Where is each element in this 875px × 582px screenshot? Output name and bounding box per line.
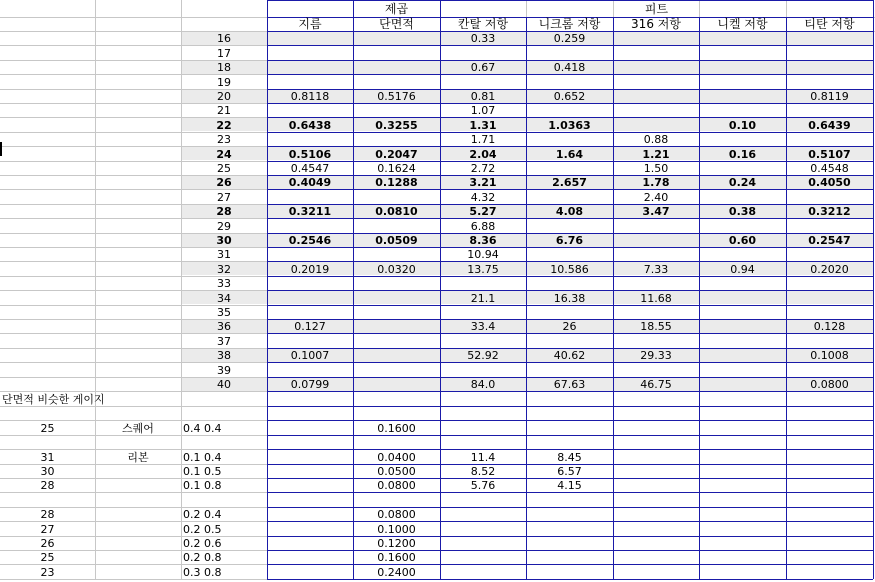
- cell-gauge[interactable]: 24: [216, 147, 232, 161]
- similar-gauge[interactable]: 25: [40, 421, 55, 435]
- cell-nichrome[interactable]: [526, 74, 613, 88]
- cell-diameter[interactable]: 0.8118: [290, 89, 330, 103]
- similar-area[interactable]: 0.0800: [377, 479, 416, 493]
- similar-area[interactable]: 0.1200: [377, 536, 416, 550]
- similar-dims[interactable]: 0.2 0.8: [183, 551, 222, 565]
- cell-ss316[interactable]: 46.75: [640, 377, 672, 391]
- cell-area[interactable]: 0.0509: [375, 233, 418, 247]
- similar-nichrome[interactable]: [526, 492, 613, 506]
- header-kanthal[interactable]: 칸탈 저항: [457, 17, 509, 31]
- cell-ss316[interactable]: [613, 218, 699, 232]
- cell-ss316[interactable]: 18.55: [640, 320, 672, 334]
- cell-gauge[interactable]: 27: [217, 190, 231, 204]
- header-area[interactable]: 단면적: [379, 17, 414, 31]
- similar-type[interactable]: [95, 492, 181, 506]
- similar-type[interactable]: [95, 478, 181, 492]
- similar-area[interactable]: 0.0400: [377, 450, 416, 464]
- cell-nichrome[interactable]: [526, 333, 613, 347]
- cell-diameter[interactable]: 0.0799: [290, 377, 330, 391]
- cell-titanium[interactable]: 0.1008: [810, 349, 849, 363]
- similar-nichrome[interactable]: 6.57: [557, 464, 582, 478]
- similar-kanthal[interactable]: 11.4: [470, 450, 496, 464]
- cell-diameter[interactable]: [267, 290, 353, 304]
- cell-area[interactable]: 0.2047: [375, 147, 418, 161]
- cell-nickel[interactable]: 0.16: [728, 147, 757, 161]
- cell-titanium[interactable]: [786, 333, 873, 347]
- similar-kanthal[interactable]: [440, 550, 526, 564]
- similar-kanthal[interactable]: [440, 492, 526, 506]
- cell-nickel[interactable]: [699, 89, 786, 103]
- cell-area[interactable]: [353, 247, 440, 261]
- similar-gauge[interactable]: 30: [40, 464, 55, 478]
- similar-dims[interactable]: [181, 492, 267, 506]
- similar-nichrome[interactable]: [526, 420, 613, 434]
- cell-nichrome[interactable]: 0.259: [553, 32, 586, 46]
- similar-dims[interactable]: 0.1 0.8: [183, 479, 222, 493]
- cell-titanium[interactable]: [786, 247, 873, 261]
- cell-area[interactable]: [353, 189, 440, 203]
- cell-area[interactable]: [353, 348, 440, 362]
- similar-type[interactable]: [95, 564, 181, 578]
- cell-nickel[interactable]: [699, 377, 786, 391]
- similar-area[interactable]: [353, 406, 440, 420]
- cell-area[interactable]: [353, 74, 440, 88]
- cell-diameter[interactable]: [267, 45, 353, 59]
- cell-ss316[interactable]: [613, 117, 699, 131]
- cell-nickel[interactable]: 0.38: [728, 205, 757, 219]
- cell-area[interactable]: [353, 319, 440, 333]
- similar-gauge[interactable]: 28: [40, 479, 55, 493]
- similar-dims[interactable]: 0.1 0.5: [183, 464, 222, 478]
- cell-ss316[interactable]: 1.50: [643, 161, 669, 175]
- similar-area[interactable]: 0.1000: [377, 522, 416, 536]
- cell-nichrome[interactable]: [526, 189, 613, 203]
- cell-kanthal[interactable]: 0.81: [470, 89, 496, 103]
- cell-ss316[interactable]: 11.68: [640, 291, 672, 305]
- cell-titanium[interactable]: 0.2020: [810, 262, 849, 276]
- cell-nickel[interactable]: [699, 74, 786, 88]
- cell-ss316[interactable]: [613, 305, 699, 319]
- cell-nickel[interactable]: [699, 305, 786, 319]
- cell-nichrome[interactable]: 1.64: [555, 147, 584, 161]
- cell-nickel[interactable]: [699, 319, 786, 333]
- cell-nickel[interactable]: [699, 45, 786, 59]
- similar-dims[interactable]: 0.2 0.5: [183, 522, 222, 536]
- similar-nichrome[interactable]: 4.15: [557, 479, 582, 493]
- cell-nickel[interactable]: [699, 276, 786, 290]
- header-nickel[interactable]: 니켈 저항: [717, 17, 768, 31]
- cell-kanthal[interactable]: [440, 276, 526, 290]
- similar-kanthal[interactable]: [440, 435, 526, 449]
- cell-nichrome[interactable]: 6.76: [555, 233, 584, 247]
- cell-area[interactable]: 0.0320: [377, 262, 416, 276]
- similar-gauge[interactable]: 26: [40, 536, 55, 550]
- cell-kanthal[interactable]: 3.21: [469, 176, 497, 190]
- cell-titanium[interactable]: [786, 362, 873, 376]
- section-label[interactable]: 단면적 비슷한 게이지: [2, 393, 105, 406]
- cell-ss316[interactable]: [613, 60, 699, 74]
- similar-nichrome[interactable]: 8.45: [557, 450, 582, 464]
- similar-gauge[interactable]: [0, 492, 95, 506]
- cell-nichrome[interactable]: 1.0363: [548, 118, 591, 132]
- similar-kanthal[interactable]: [440, 420, 526, 434]
- cell-titanium[interactable]: [786, 132, 873, 146]
- similar-gauge[interactable]: 23: [40, 565, 55, 579]
- cell-gauge[interactable]: 38: [217, 349, 231, 363]
- cell-nickel[interactable]: [699, 60, 786, 74]
- cell-nickel[interactable]: 0.24: [728, 176, 757, 190]
- cell-nickel[interactable]: 0.10: [728, 118, 757, 132]
- cell-kanthal[interactable]: 1.07: [470, 104, 496, 118]
- cell-ss316[interactable]: [613, 233, 699, 247]
- cell-nichrome[interactable]: [526, 305, 613, 319]
- cell-ss316[interactable]: 2.40: [643, 190, 669, 204]
- similar-kanthal[interactable]: [440, 521, 526, 535]
- cell-kanthal[interactable]: 0.33: [470, 32, 496, 46]
- cell-gauge[interactable]: 22: [216, 118, 232, 132]
- cell-nickel[interactable]: [699, 103, 786, 117]
- cell-kanthal[interactable]: 33.4: [470, 320, 496, 334]
- cell-ss316[interactable]: [613, 247, 699, 261]
- header-diameter[interactable]: 지름: [298, 17, 322, 31]
- cell-titanium[interactable]: [786, 60, 873, 74]
- cell-nichrome[interactable]: [526, 161, 613, 175]
- cell-titanium[interactable]: [786, 305, 873, 319]
- similar-kanthal[interactable]: 5.76: [470, 479, 496, 493]
- cell-area[interactable]: 0.5176: [377, 89, 416, 103]
- similar-kanthal[interactable]: [440, 507, 526, 521]
- cell-diameter[interactable]: 0.2546: [288, 233, 332, 247]
- cell-gauge[interactable]: 23: [217, 133, 231, 147]
- cell-diameter[interactable]: 0.4547: [290, 161, 330, 175]
- cell-diameter[interactable]: [267, 189, 353, 203]
- similar-nichrome[interactable]: [526, 435, 613, 449]
- cell-titanium[interactable]: 0.8119: [810, 89, 849, 103]
- similar-area[interactable]: 0.2400: [377, 565, 416, 579]
- cell-titanium[interactable]: [786, 45, 873, 59]
- similar-area[interactable]: 0.1600: [377, 551, 416, 565]
- cell-nickel[interactable]: [699, 348, 786, 362]
- grid-line: [267, 391, 268, 579]
- similar-gauge[interactable]: 27: [40, 522, 55, 536]
- similar-kanthal[interactable]: [440, 564, 526, 578]
- cell-titanium[interactable]: 0.3212: [808, 205, 851, 219]
- similar-type[interactable]: [95, 464, 181, 478]
- cell-ss316[interactable]: 1.78: [642, 176, 670, 190]
- grid-line: [267, 579, 873, 580]
- cell-nichrome[interactable]: 67.63: [553, 377, 586, 391]
- cell-nichrome[interactable]: 16.38: [553, 291, 586, 305]
- similar-nichrome[interactable]: [526, 521, 613, 535]
- cell-nichrome[interactable]: [526, 247, 613, 261]
- similar-type[interactable]: [95, 536, 181, 550]
- cell-area[interactable]: 0.1288: [375, 176, 418, 190]
- cell-diameter[interactable]: [267, 362, 353, 376]
- cell-titanium[interactable]: [786, 290, 873, 304]
- similar-type[interactable]: 리본: [127, 450, 149, 464]
- similar-nichrome[interactable]: [526, 507, 613, 521]
- similar-nichrome[interactable]: [526, 564, 613, 578]
- cell-kanthal[interactable]: 4.32: [470, 190, 496, 204]
- cell-area[interactable]: [353, 305, 440, 319]
- similar-gauge[interactable]: 28: [40, 508, 55, 522]
- similar-gauge[interactable]: 31: [40, 450, 55, 464]
- cell-gauge[interactable]: 21: [217, 104, 231, 118]
- cell-nickel[interactable]: [699, 247, 786, 261]
- cell-diameter[interactable]: [267, 60, 353, 74]
- cell-gauge[interactable]: 36: [217, 320, 231, 334]
- similar-type[interactable]: [95, 406, 181, 420]
- cell-titanium[interactable]: 0.6439: [808, 118, 851, 132]
- similar-dims[interactable]: 0.2 0.4: [183, 508, 222, 522]
- cell-titanium[interactable]: 0.5107: [808, 147, 851, 161]
- similar-type[interactable]: 스퀘어: [122, 421, 154, 435]
- cell-nichrome[interactable]: 0.652: [553, 89, 586, 103]
- grid-line: [873, 0, 874, 31]
- cell-nichrome[interactable]: 26: [562, 320, 577, 334]
- similar-type[interactable]: [95, 435, 181, 449]
- cell-ss316[interactable]: 0.88: [643, 133, 669, 147]
- cell-titanium[interactable]: 0.0800: [810, 377, 849, 391]
- cell-area[interactable]: 0.0810: [375, 205, 418, 219]
- cell-ss316[interactable]: [613, 103, 699, 117]
- cell-gauge[interactable]: 32: [217, 262, 231, 276]
- cell-nickel[interactable]: [699, 333, 786, 347]
- cell-gauge[interactable]: 30: [216, 233, 232, 247]
- cell-gauge[interactable]: 31: [217, 248, 231, 262]
- similar-gauge[interactable]: [0, 435, 95, 449]
- similar-type[interactable]: [95, 507, 181, 521]
- cell-nichrome[interactable]: [526, 362, 613, 376]
- cell-kanthal[interactable]: 52.92: [467, 349, 499, 363]
- grid-line: [873, 31, 874, 579]
- header-316[interactable]: 316 저항: [631, 17, 681, 31]
- similar-kanthal[interactable]: 8.52: [470, 464, 496, 478]
- cell-area[interactable]: 0.1624: [377, 161, 416, 175]
- row-marker: [0, 142, 2, 156]
- cell-nickel[interactable]: [699, 290, 786, 304]
- cell-diameter[interactable]: [267, 218, 353, 232]
- cell-kanthal[interactable]: [440, 45, 526, 59]
- cell-nickel[interactable]: [699, 31, 786, 45]
- similar-dims[interactable]: 0.3 0.8: [183, 565, 222, 579]
- header-titanium[interactable]: 티탄 저항: [804, 17, 855, 31]
- cell-kanthal[interactable]: 6.88: [470, 219, 496, 233]
- similar-nichrome[interactable]: [526, 550, 613, 564]
- cell-diameter[interactable]: 0.2019: [290, 262, 330, 276]
- cell-kanthal[interactable]: 5.27: [469, 205, 497, 219]
- cell-nichrome[interactable]: [526, 103, 613, 117]
- cell-nichrome[interactable]: [526, 45, 613, 59]
- cell-gauge[interactable]: 20: [217, 89, 231, 103]
- cell-nichrome[interactable]: [526, 132, 613, 146]
- cell-area[interactable]: [353, 218, 440, 232]
- cell-diameter[interactable]: 0.5106: [288, 147, 332, 161]
- header-nichrome[interactable]: 니크롬 저항: [538, 17, 601, 31]
- cell-titanium[interactable]: [786, 74, 873, 88]
- cell-gauge[interactable]: 37: [217, 334, 231, 348]
- similar-nichrome[interactable]: [526, 406, 613, 420]
- cell-diameter[interactable]: [267, 74, 353, 88]
- cell-ss316[interactable]: [613, 276, 699, 290]
- cell-area[interactable]: [353, 377, 440, 391]
- cell-ss316[interactable]: [613, 45, 699, 59]
- cell-nichrome[interactable]: 2.657: [552, 176, 587, 190]
- cell-area[interactable]: [353, 60, 440, 74]
- cell-nickel[interactable]: [699, 189, 786, 203]
- cell-diameter[interactable]: [267, 305, 353, 319]
- cell-nichrome[interactable]: 40.62: [553, 349, 586, 363]
- cell-nichrome[interactable]: [526, 276, 613, 290]
- cell-titanium[interactable]: [786, 189, 873, 203]
- cell-diameter[interactable]: 0.3211: [288, 205, 332, 219]
- cell-diameter[interactable]: 0.1007: [290, 349, 330, 363]
- cell-ss316[interactable]: [613, 333, 699, 347]
- cell-kanthal[interactable]: 84.0: [470, 377, 496, 391]
- cell-kanthal[interactable]: 2.04: [469, 147, 497, 161]
- similar-dims[interactable]: [181, 406, 267, 420]
- cell-nickel[interactable]: [699, 132, 786, 146]
- cell-diameter[interactable]: [267, 276, 353, 290]
- cell-gauge[interactable]: 35: [217, 305, 231, 319]
- cell-ss316[interactable]: [613, 89, 699, 103]
- cell-kanthal[interactable]: 8.36: [469, 233, 497, 247]
- cell-kanthal[interactable]: [440, 333, 526, 347]
- cell-diameter[interactable]: [267, 31, 353, 45]
- cell-kanthal[interactable]: 0.67: [470, 61, 496, 75]
- cell-diameter[interactable]: [267, 247, 353, 261]
- similar-nichrome[interactable]: [526, 536, 613, 550]
- cell-nichrome[interactable]: 10.586: [550, 262, 589, 276]
- header-group-squared[interactable]: 제곱: [384, 2, 409, 16]
- cell-gauge[interactable]: 34: [217, 291, 231, 305]
- cell-area[interactable]: [353, 362, 440, 376]
- cell-diameter[interactable]: 0.127: [294, 320, 326, 334]
- cell-kanthal[interactable]: [440, 305, 526, 319]
- cell-gauge[interactable]: 25: [217, 161, 231, 175]
- similar-gauge[interactable]: [0, 406, 95, 420]
- cell-titanium[interactable]: 0.4050: [808, 176, 851, 190]
- similar-area[interactable]: 0.0800: [377, 508, 416, 522]
- cell-gauge[interactable]: 40: [217, 377, 231, 391]
- cell-gauge[interactable]: 28: [216, 205, 232, 219]
- cell-ss316[interactable]: 3.47: [642, 205, 670, 219]
- cell-area[interactable]: [353, 103, 440, 117]
- cell-kanthal[interactable]: 1.31: [469, 118, 497, 132]
- cell-area[interactable]: [353, 132, 440, 146]
- similar-dims[interactable]: 0.1 0.4: [183, 450, 222, 464]
- similar-area[interactable]: [353, 492, 440, 506]
- cell-area[interactable]: [353, 31, 440, 45]
- cell-area[interactable]: [353, 45, 440, 59]
- cell-kanthal[interactable]: [440, 74, 526, 88]
- cell-nickel[interactable]: 0.94: [730, 262, 755, 276]
- cell-kanthal[interactable]: 1.71: [470, 133, 496, 147]
- cell-area[interactable]: [353, 290, 440, 304]
- cell-gauge[interactable]: 26: [216, 176, 232, 190]
- cell-titanium[interactable]: [786, 276, 873, 290]
- cell-titanium[interactable]: 0.2547: [808, 233, 851, 247]
- cell-nickel[interactable]: 0.60: [728, 233, 757, 247]
- cell-ss316[interactable]: [613, 74, 699, 88]
- cell-gauge[interactable]: 33: [217, 277, 231, 291]
- cell-ss316[interactable]: [613, 31, 699, 45]
- cell-nickel[interactable]: [699, 362, 786, 376]
- similar-area[interactable]: 0.0500: [377, 464, 416, 478]
- cell-kanthal[interactable]: 2.72: [470, 161, 496, 175]
- cell-nickel[interactable]: [699, 218, 786, 232]
- similar-area[interactable]: 0.1600: [377, 421, 416, 435]
- cell-gauge[interactable]: 18: [217, 61, 231, 75]
- similar-kanthal[interactable]: [440, 536, 526, 550]
- cell-diameter[interactable]: [267, 132, 353, 146]
- cell-diameter[interactable]: [267, 103, 353, 117]
- cell-gauge[interactable]: 16: [217, 32, 231, 46]
- cell-area[interactable]: 0.3255: [375, 118, 418, 132]
- cell-area[interactable]: [353, 333, 440, 347]
- similar-type[interactable]: [95, 521, 181, 535]
- cell-kanthal[interactable]: 13.75: [467, 262, 499, 276]
- cell-kanthal[interactable]: 21.1: [470, 291, 496, 305]
- cell-area[interactable]: [353, 276, 440, 290]
- cell-kanthal[interactable]: 10.94: [467, 248, 499, 262]
- grid-line: [267, 391, 873, 392]
- cell-nickel[interactable]: [699, 161, 786, 175]
- cell-titanium[interactable]: [786, 103, 873, 117]
- similar-dims[interactable]: [181, 435, 267, 449]
- cell-diameter[interactable]: [267, 333, 353, 347]
- cell-nichrome[interactable]: 0.418: [553, 61, 586, 75]
- cell-diameter[interactable]: 0.4049: [288, 176, 332, 190]
- cell-gauge[interactable]: 29: [217, 219, 231, 233]
- similar-dims[interactable]: 0.4 0.4: [183, 421, 222, 435]
- similar-type[interactable]: [95, 550, 181, 564]
- cell-diameter[interactable]: 0.6438: [288, 118, 332, 132]
- similar-kanthal[interactable]: [440, 406, 526, 420]
- similar-area[interactable]: [353, 435, 440, 449]
- cell-ss316[interactable]: 7.33: [643, 262, 669, 276]
- cell-ss316[interactable]: 29.33: [640, 349, 672, 363]
- similar-gauge[interactable]: 25: [40, 551, 55, 565]
- cell-kanthal[interactable]: [440, 362, 526, 376]
- cell-titanium[interactable]: 0.128: [813, 320, 846, 334]
- cell-gauge[interactable]: 17: [217, 46, 231, 60]
- cell-nichrome[interactable]: 4.08: [555, 205, 584, 219]
- header-group-feet[interactable]: 피트: [644, 2, 669, 16]
- cell-ss316[interactable]: [613, 362, 699, 376]
- cell-gauge[interactable]: 19: [217, 75, 231, 89]
- cell-titanium[interactable]: 0.4548: [810, 161, 849, 175]
- cell-titanium[interactable]: [786, 218, 873, 232]
- cell-nichrome[interactable]: [526, 218, 613, 232]
- cell-ss316[interactable]: 1.21: [642, 147, 670, 161]
- cell-gauge[interactable]: 39: [217, 363, 231, 377]
- similar-dims[interactable]: 0.2 0.6: [183, 536, 222, 550]
- cell-titanium[interactable]: [786, 31, 873, 45]
